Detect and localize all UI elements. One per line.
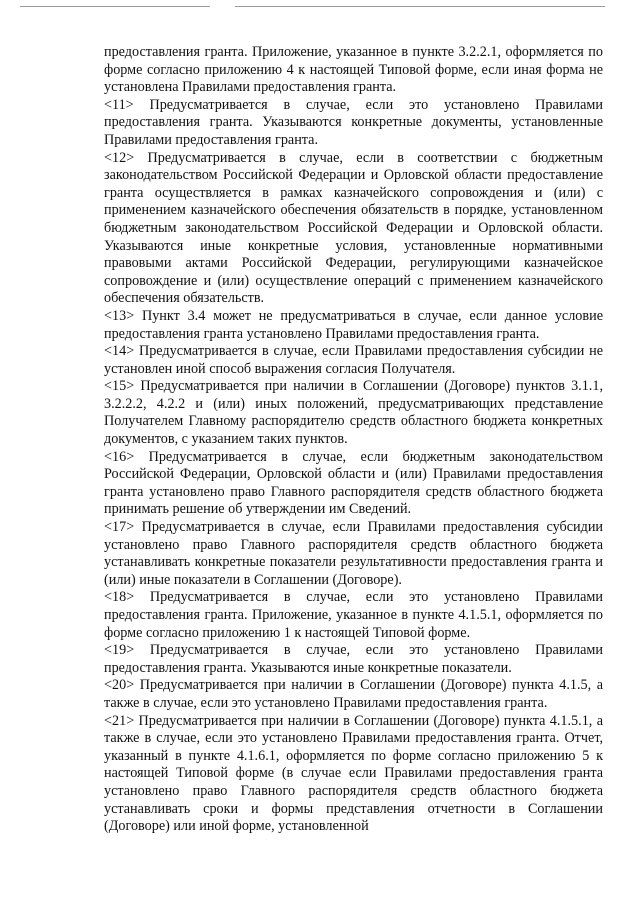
footnote-16: <16> Предусматривается в случае, если бюджетным законодательством Российской Федерации, Орловской области и (или) Правилами предоставления гранта установлено право Главного распорядителя средств областного бюджета принимать решение об утверждении им Сведений.: [104, 448, 603, 518]
footnote-21: <21> Предусматривается при наличии в Соглашении (Договоре) пункта 4.1.5.1, а также в случае, если это установлено Правилами предоставления гранта. Отчет, указанный в пункте 4.1.6.1, оформляется по форме согласно приложению 5 к настоящей Типовой форме (в случае если Правилами предоставления гранта установлено право Главного распорядителя средств областного бюджета устанавливать сроки и формы представления отчетности в Соглашении (Договоре) или иной форме, установленной: [104, 712, 603, 835]
footnote-17: <17> Предусматривается в случае, если Правилами предоставления субсидии установлено право Главного распорядителя средств областного бюджета устанавливать конкретные показатели результативности предоставления гранта и (или) иные показатели в Соглашении (Договоре).: [104, 519, 603, 588]
footnote-18: <18> Предусматривается в случае, если это установлено Правилами предоставления гранта. Приложение, указанное в пункте 4.1.5.1, оформляется по форме согласно приложению 1 к настоящей Типовой форме.: [104, 589, 603, 641]
scan-edge-line: [235, 6, 605, 7]
footnote-20: <20> Предусматривается при наличии в Соглашении (Договоре) пункта 4.1.5, а также в случае, если это установлено Правилами предоставления гранта.: [104, 677, 603, 711]
footnote-14: <14> Предусматривается в случае, если Правилами предоставления субсидии не установлен иной способ выражения согласия Получателя.: [104, 343, 603, 377]
footnote-15: <15> Предусматривается при наличии в Соглашении (Договоре) пунктов 3.1.1, 3.2.2.2, 4.2.2 и (или) иных положений, предусматривающих представление Получателем Главному распорядителю средств областного бюджета конкретных документов, с указанием таких пунктов.: [104, 378, 603, 448]
footnote-11: <11> Предусматривается в случае, если это установлено Правилами предоставления гранта. Указываются конкретные документы, установленные Правилами предоставления гранта.: [104, 96, 603, 148]
paragraph-continuation: предоставления гранта. Приложение, указанное в пункте 3.2.2.1, оформляется по форме согласно приложению 4 к настоящей Типовой форме, если иная форма не установлена Правилами предоставления гранта.: [104, 44, 603, 96]
footnote-12: <12> Предусматривается в случае, если в соответствии с бюджетным законодательством Российской Федерации и Орловской области предоставление гранта осуществляется в рамках казначейского сопровождения и (или) с применением казначейского обеспечения обязательств в порядке, установленном бюджетным законодательством Российской Федерации и Орловской области. Указываются иные конкретные условия, установленные нормативными правовыми актами Российской Федерации, регулирующими казначейское сопровождение и (или) осуществление операций с применением казначейского обеспечения обязательств.: [104, 149, 603, 307]
footnote-19: <19> Предусматривается в случае, если это установлено Правилами предоставления гранта. Указываются иные конкретные показатели.: [104, 642, 603, 676]
scan-edge-line: [20, 6, 210, 7]
footnote-13: <13> Пункт 3.4 может не предусматриваться в случае, если данное условие предоставления гранта установлено Правилами предоставления гранта.: [104, 307, 603, 342]
document-body: [104, 44, 603, 836]
